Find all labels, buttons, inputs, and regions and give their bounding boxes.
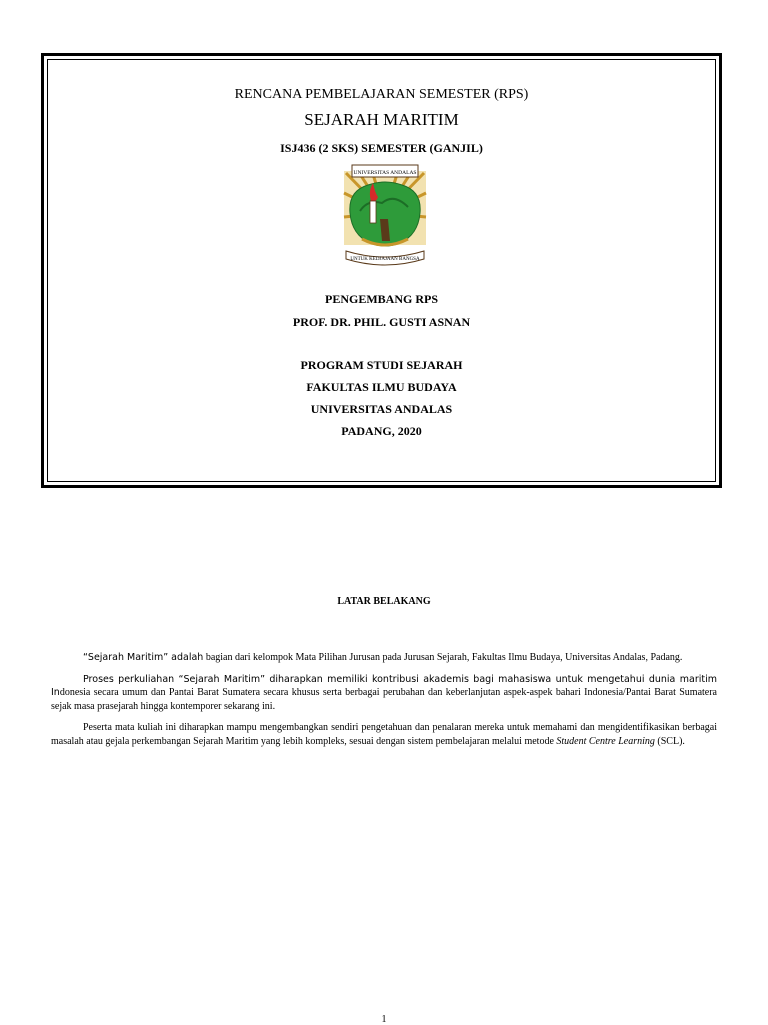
university-logo [338,163,432,269]
cover-frame [41,53,722,488]
paragraph-3: Peserta mata kuliah ini diharapkan mampu mengembangkan sendiri pengetahuan dan penalaran mereka untuk memahami dan mengidentifikasikan berbagai masalah atau gejala perkembangan Sejarah Maritim yang lebih kompleks, sesuai dengan sistem pembelajaran melalui metode Student Centre Learning (SCL). [51,722,717,747]
university: UNIVERSITAS ANDALAS [310,402,453,416]
place-year: PADANG, 2020 [341,424,422,438]
page-number: 1 [381,1014,387,1025]
logo-top-text: UNIVERSITAS ANDALAS [353,170,417,176]
developer-name: PROF. DR. PHIL. GUSTI ASNAN [292,315,471,329]
faculty: FAKULTAS ILMU BUDAYA [306,380,457,394]
cover-inner-frame [47,59,716,482]
developer-label: PENGEMBANG RPS [324,292,438,306]
course-title: SEJARAH MARITIM [304,110,459,129]
paragraph-1: “Sejarah Maritim” adalah bagian dari kelompok Mata Pilihan Jurusan pada Jurusan Sejarah, Fakultas Ilmu Budaya, Universitas Andalas, Padang. [83,652,683,663]
paragraph-2: Proses perkuliahan “Sejarah Maritim” diharapkan memiliki kontribusi akademis bagi mahasiswa untuk mengetahui dunia maritim Indonesia secara umum dan Pantai Barat Sumatera secara khusus serta berbagai perubahan dan keberlanjutan aspek-aspek bahari Indonesia/Pantai Barat Sumatera sejak masa prasejarah hingga kontemporer sekarang ini. [51,673,717,712]
background-section-body [51,651,717,756]
section-heading: LATAR BELAKANG [337,596,431,607]
course-code: ISJ436 (2 SKS) SEMESTER (GANJIL) [280,141,483,155]
logo-bottom-text: UNTUK KEDJAJAAN BANGSA [350,257,420,262]
study-program: PROGRAM STUDI SEJARAH [300,358,463,372]
document-type: RENCANA PEMBELAJARAN SEMESTER (RPS) [234,87,529,102]
